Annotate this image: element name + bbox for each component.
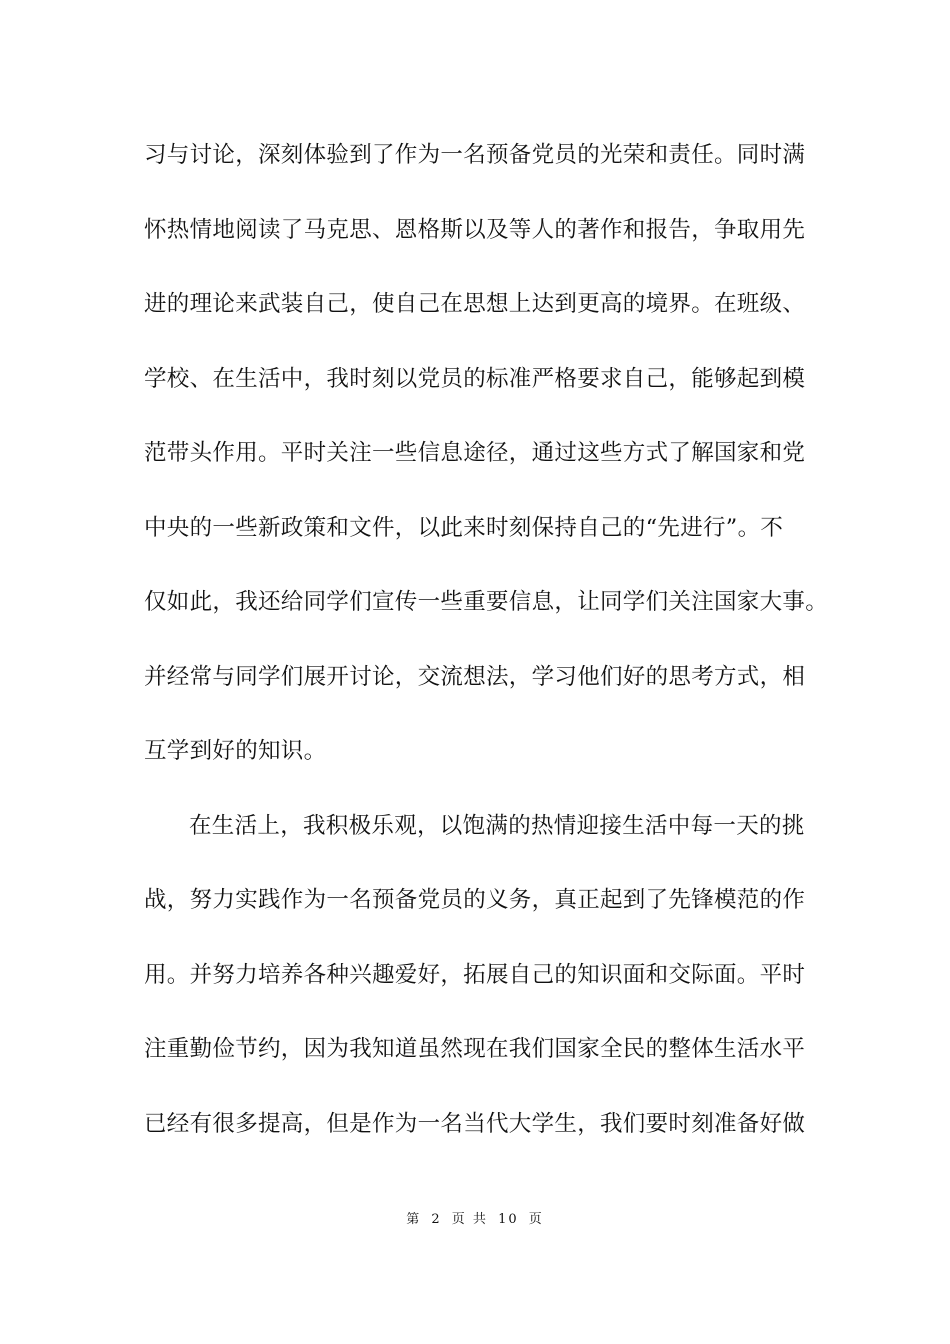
page-number-suffix: 页 [528,1212,544,1227]
page-number-total: 10 [498,1212,519,1227]
page-number-current: 2 [431,1212,442,1227]
page-footer [0,1208,950,1227]
text-line: 范带头作用。平时关注一些信息途径，通过这些方式了解国家和党 [144,440,806,466]
text-line: 用。并努力培养各种兴趣爱好，拓展自己的知识面和交际面。平时 [144,961,806,988]
text-line: 中央的一些新政策和文件，以此来时刻保持自己的“先进行”。不 [144,514,784,541]
text-line: 习与讨论，深刻体验到了作为一名预备党员的光荣和责任。同时满 [144,142,806,168]
page-number-prefix: 第 [406,1212,422,1227]
text-line: 怀热情地阅读了马克思、恩格斯以及等人的著作和报告，争取用先 [144,216,806,243]
text-line: 进的理论来武装自己，使自己在思想上达到更高的境界。在班级、 [144,291,806,317]
text-line: 仅如此，我还给同学们宣传一些重要信息，让同学们关注国家大事。 [144,589,829,615]
text-line: 并经常与同学们展开讨论，交流想法，学习他们好的思考方式，相 [144,663,806,690]
text-line: 注重勤俭节约，因为我知道虽然现在我们国家全民的整体生活水平 [144,1036,806,1062]
page-number-middle: 页 共 [451,1212,488,1227]
text-line: 互学到好的知识。 [144,738,327,764]
body-text [144,135,844,1178]
paragraph-first-line: 在生活上，我积极乐观，以饱满的热情迎接生活中每一天的挑 [189,812,805,839]
text-line: 战，努力实践作为一名预备党员的义务，真正起到了先锋模范的作 [144,887,806,913]
text-line: 学校、在生活中，我时刻以党员的标准严格要求自己，能够起到模 [144,365,806,392]
text-line: 已经有很多提高，但是作为一名当代大学生，我们要时刻准备好做 [144,1110,806,1137]
